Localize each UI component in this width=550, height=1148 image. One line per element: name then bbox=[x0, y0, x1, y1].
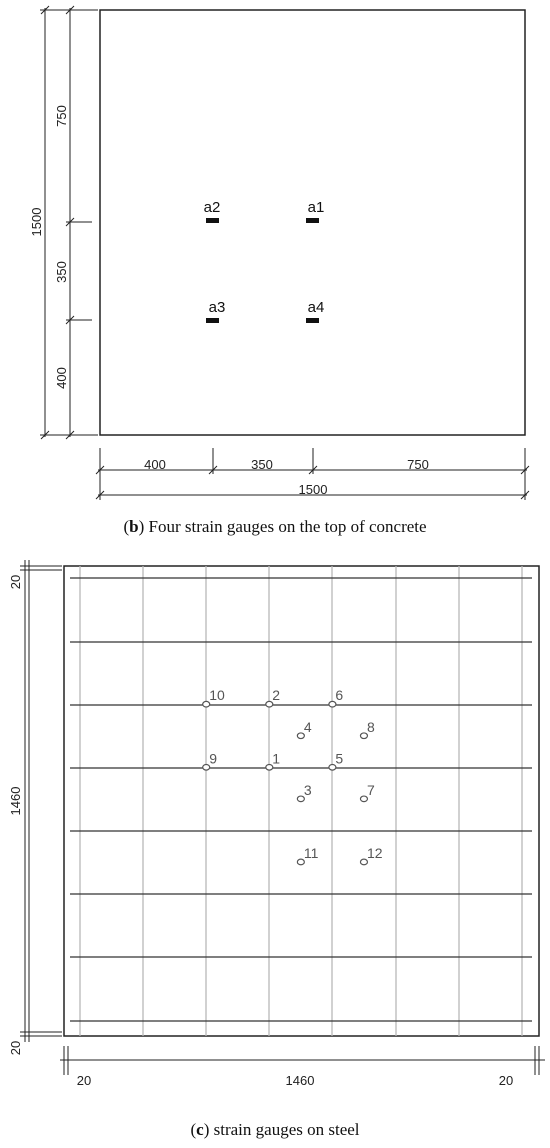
concrete-gauge-a2 bbox=[204, 199, 221, 223]
dim-c-bottom-middle: 1460 bbox=[285, 1073, 315, 1088]
steel-gauge-3 bbox=[297, 782, 312, 802]
dim-left-total: 1500 bbox=[29, 207, 44, 237]
caption-c: (c) strain gauges on steel bbox=[190, 1120, 360, 1139]
gauge-label: 2 bbox=[272, 687, 281, 704]
steel-gauge-11 bbox=[297, 845, 318, 865]
steel-gauges bbox=[203, 687, 383, 865]
dim-left-middle: 350 bbox=[54, 261, 69, 283]
steel-gauge-8 bbox=[360, 719, 375, 739]
gauge-label: 7 bbox=[366, 781, 375, 798]
dim-bottom-right: 750 bbox=[407, 457, 429, 472]
caption-b: (b) Four strain gauges on the top of concrete bbox=[123, 517, 427, 536]
concrete-gauge-a3 bbox=[206, 299, 225, 323]
dim-bottom-total: 1500 bbox=[298, 482, 328, 497]
dim-c-bottom-left: 20 bbox=[76, 1073, 92, 1088]
concrete-gauge-a1 bbox=[306, 199, 324, 223]
steel-gauge-9 bbox=[203, 750, 218, 770]
gauge-label: 4 bbox=[303, 718, 312, 735]
gauge-label: 10 bbox=[209, 687, 225, 704]
gauge-label: 6 bbox=[335, 687, 344, 704]
steel-gauge-2 bbox=[266, 687, 281, 707]
steel-gauge-6 bbox=[329, 687, 344, 707]
gauge-mark bbox=[306, 318, 319, 323]
steel-gauge-12 bbox=[360, 845, 382, 865]
dim-left-bottom: 400 bbox=[54, 367, 69, 389]
gauge-label: 1 bbox=[272, 750, 281, 767]
panel-c-bottom-dimensions bbox=[60, 1046, 545, 1075]
gauge-mark bbox=[206, 218, 219, 223]
dim-bottom-middle: 350 bbox=[251, 457, 273, 472]
steel-gauge-1 bbox=[266, 750, 281, 770]
dim-c-bottom-right: 20 bbox=[498, 1073, 514, 1088]
dim-c-left-middle: 1460 bbox=[8, 786, 23, 816]
gauge-mark bbox=[206, 318, 219, 323]
caption-b-letter: b bbox=[129, 517, 139, 536]
dim-bottom-left: 400 bbox=[144, 457, 166, 472]
gauge-label: 9 bbox=[209, 750, 217, 767]
gauge-mark bbox=[306, 218, 319, 223]
gauge-label: 12 bbox=[366, 844, 383, 861]
dim-left-top: 750 bbox=[54, 105, 69, 127]
gauge-label: a3 bbox=[208, 299, 226, 316]
dim-c-left-bottom: 20 bbox=[8, 1040, 23, 1056]
gauge-label: a4 bbox=[307, 299, 325, 316]
panel-b-left-dimensions bbox=[40, 6, 98, 439]
dim-c-left-top: 20 bbox=[8, 574, 23, 590]
caption-c-text: strain gauges on steel bbox=[209, 1120, 360, 1139]
steel-gauge-7 bbox=[360, 782, 375, 802]
gauge-label: 5 bbox=[335, 750, 344, 767]
panel-b bbox=[29, 6, 529, 536]
gauge-label: 3 bbox=[303, 781, 312, 798]
gauge-label: 8 bbox=[366, 718, 375, 735]
caption-b-text: Four strain gauges on the top of concrete bbox=[144, 517, 427, 536]
panel-c bbox=[8, 560, 545, 1139]
concrete-gauge-a4 bbox=[306, 299, 324, 323]
gauge-label: a2 bbox=[203, 199, 221, 216]
panel-c-left-dimensions bbox=[20, 560, 62, 1042]
steel-gauge-4 bbox=[297, 719, 312, 739]
gauge-label: 11 bbox=[303, 844, 319, 861]
gauge-label: a1 bbox=[307, 199, 325, 216]
caption-c-letter: c bbox=[196, 1120, 204, 1139]
steel-gauge-5 bbox=[329, 750, 344, 770]
